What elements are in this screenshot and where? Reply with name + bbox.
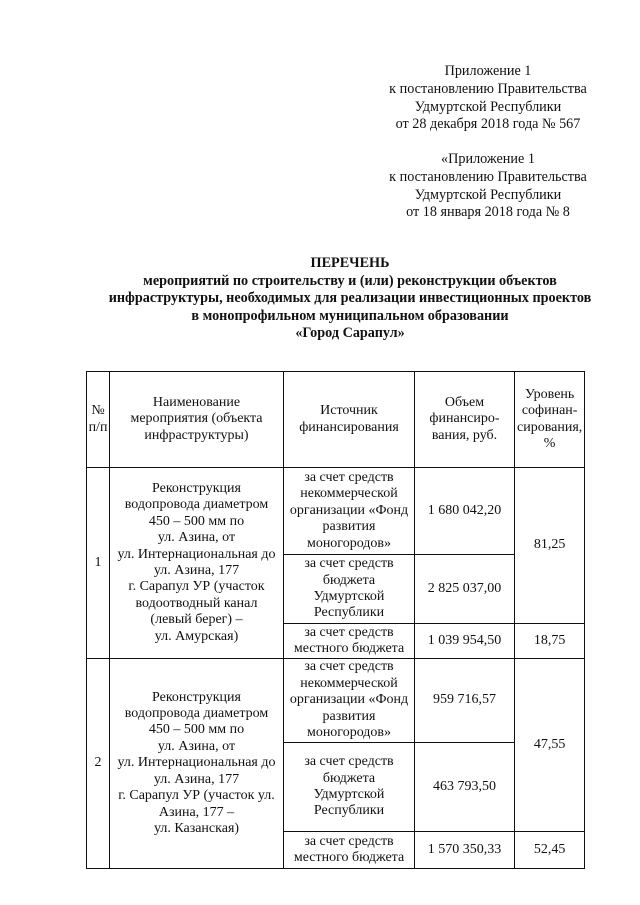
- cofinancing-level: 47,55: [515, 659, 585, 832]
- header-name: Наименование мероприятия (объекта инфраструктуры): [110, 372, 284, 468]
- table-row: [87, 659, 585, 743]
- funding-source: за счет средств некоммерческой организации «Фонд развития моногородов»: [284, 468, 415, 555]
- document-heading: [60, 255, 640, 343]
- appendix-date: от 28 декабря 2018 года № 567: [395, 116, 581, 133]
- funding-source: за счет средств местного бюджета: [284, 832, 415, 869]
- appendix-resolution: к постановлению Правительства: [389, 168, 587, 185]
- appendix-label: Приложение 1: [444, 63, 532, 79]
- header-level: Уровень софинан- сирования, %: [515, 372, 585, 468]
- measure-name: Реконструкция водопровода диаметром 450 – 500 мм по ул. Азина, от ул. Интернациональная до ул. Азина, 177 г. Сарапул УР (участок водоотводный канал (левый берег) – ул. Амурская): [110, 468, 284, 659]
- header-volume: Объем финансиро- вания, руб.: [415, 372, 515, 468]
- appendix-resolution: к постановлению Правительства: [389, 80, 587, 97]
- funding-volume: 1 570 350,33: [415, 832, 515, 869]
- funding-volume: 2 825 037,00: [415, 555, 515, 624]
- appendix-date: от 18 января 2018 года № 8: [406, 204, 570, 221]
- funding-volume: 1 039 954,50: [415, 624, 515, 659]
- appendix-reference-current: [372, 63, 604, 134]
- table-header-row: [87, 372, 585, 468]
- funding-source: за счет средств местного бюджета: [284, 624, 415, 659]
- heading-line: мероприятий по строительству и (или) реконструкции объектов: [143, 272, 557, 289]
- cofinancing-level: 81,25: [515, 468, 585, 624]
- appendix-label: «Приложение 1: [441, 151, 535, 167]
- appendix-republic: Удмуртской Республики: [414, 186, 562, 203]
- funding-volume: 1 680 042,20: [415, 468, 515, 555]
- header-num: № п/п: [87, 372, 110, 468]
- measure-name: Реконструкция водопровода диаметром 450 – 500 мм по ул. Азина, от ул. Интернациональная до ул. Азина, 177 г. Сарапул УР (участок ул. Азина, 177 – ул. Казанская): [110, 659, 284, 869]
- cofinancing-level: 18,75: [515, 624, 585, 659]
- cofinancing-level: 52,45: [515, 832, 585, 869]
- heading-line: в монопрофильном муниципальном образовании: [191, 307, 509, 324]
- heading-line: инфраструктуры, необходимых для реализации инвестиционных проектов: [108, 290, 592, 306]
- funding-source: за счет средств некоммерческой организации «Фонд развития моногородов»: [284, 659, 415, 743]
- funding-volume: 959 716,57: [415, 659, 515, 743]
- appendix-reference-previous: [372, 151, 604, 222]
- measures-table: [86, 371, 585, 869]
- header-source: Источник финансирования: [284, 372, 415, 468]
- appendix-republic: Удмуртской Республики: [414, 98, 562, 115]
- funding-volume: 463 793,50: [415, 743, 515, 832]
- table-row: [87, 468, 585, 555]
- funding-source: за счет средств бюджета Удмуртской Республики: [284, 743, 415, 832]
- heading-title: ПЕРЕЧЕНЬ: [310, 255, 390, 271]
- row-number: 1: [87, 468, 110, 659]
- heading-line: «Город Сарапул»: [295, 325, 405, 341]
- row-number: 2: [87, 659, 110, 869]
- funding-source: за счет средств бюджета Удмуртской Республики: [284, 555, 415, 624]
